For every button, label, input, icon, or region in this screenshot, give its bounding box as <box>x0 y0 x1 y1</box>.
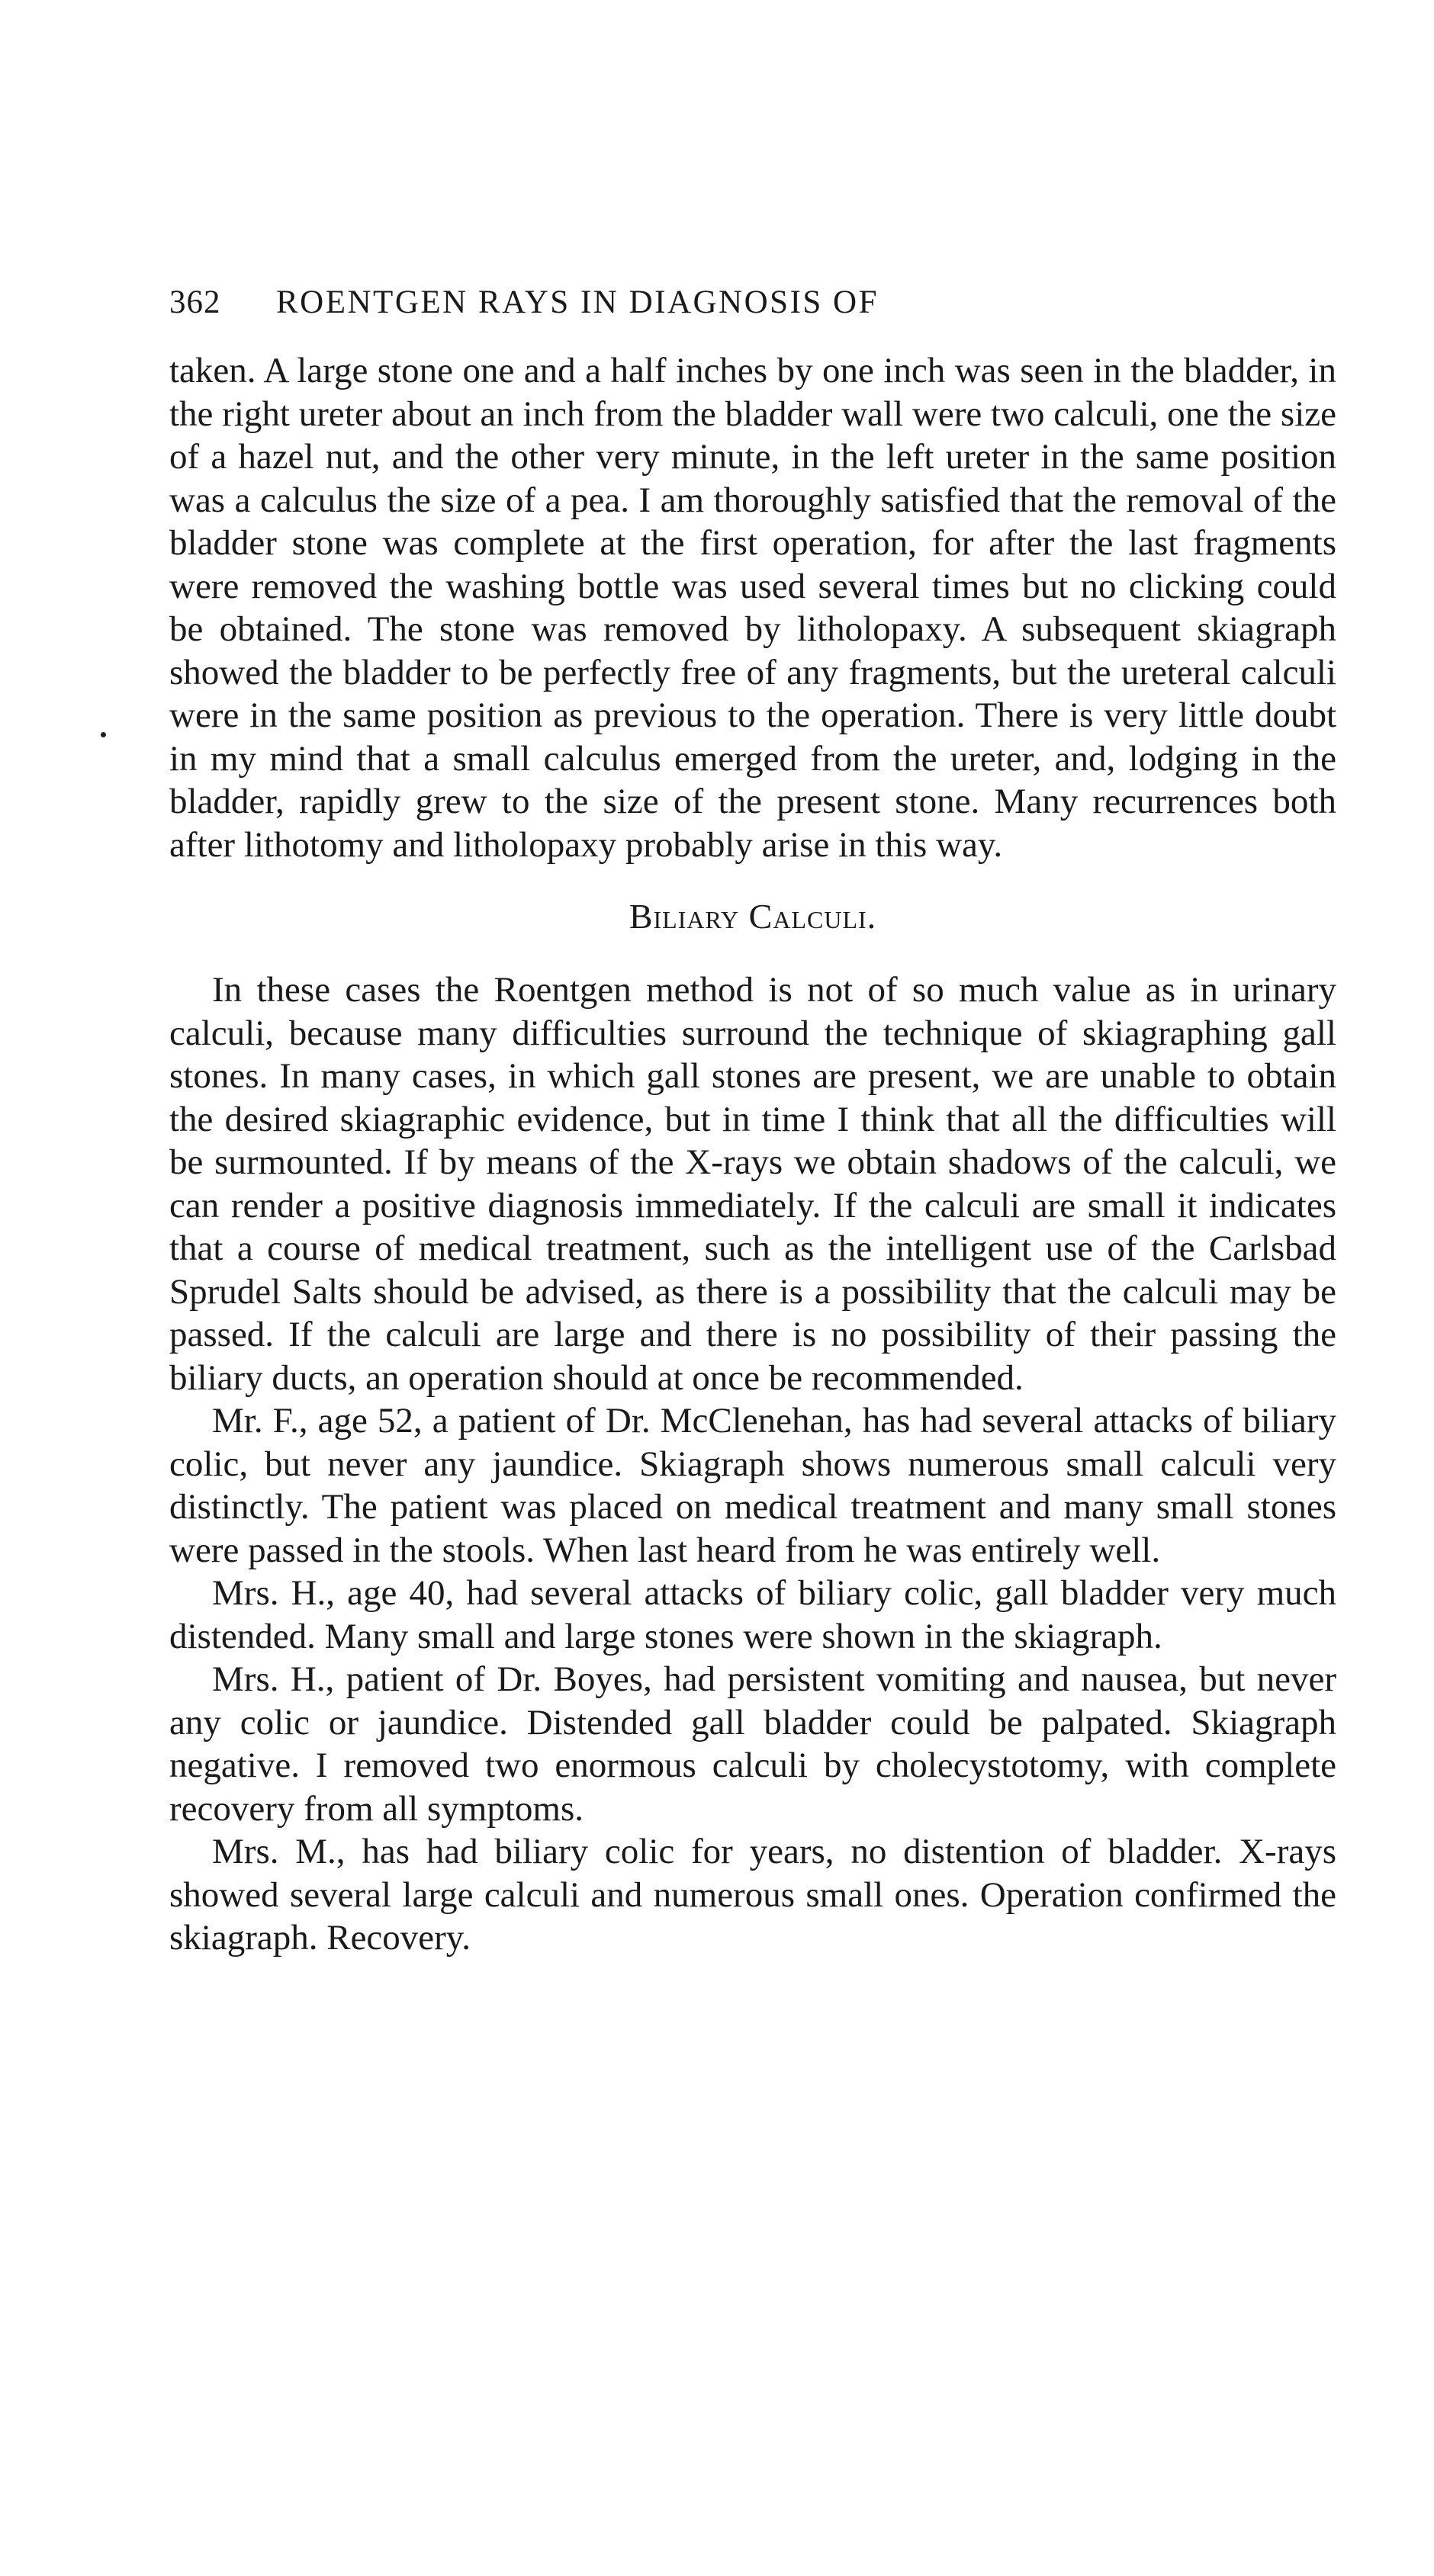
page-number: 362 <box>169 284 221 320</box>
paragraph-biliary-intro: In these cases the Roentgen method is not of so much value as in urinary calculi, because many difficulties surround the technique of skiagraphing gall stones. In many cases, in which gall stones are present, we are unable to obtain the desired skiagraphic evidence, but in time I think that all the difficulties will be surmounted. If by means of the X-rays we obtain shadows of the calculi, we can render a positive diagnosis immediately. If the calculi are small it indicates that a course of medical treatment, such as the intelligent use of the Carlsbad Sprudel Salts should be advised, as there is a possibility that the calculi may be passed. If the calculi are large and there is no possibility of their passing the biliary ducts, an operation should at once be recommended. <box>169 970 1336 1398</box>
paragraph-case-mrs-h-2: Mrs. H., patient of Dr. Boyes, had persistent vomiting and nausea, but never any colic or jaundice. Distended gall bladder could be palpated. Skiagraph negative. I removed two enormous calculi by cholecystotomy, with complete recovery from all symptoms. <box>169 1659 1336 1829</box>
paragraph-case-mrs-h-1: Mrs. H., age 40, had several attacks of biliary colic, gall bladder very much distended. Many small and large stones were shown in the skiagraph. <box>169 1573 1336 1656</box>
running-head <box>169 284 1336 329</box>
paragraph-stone-removal: taken. A large stone one and a half inches by one inch was seen in the bladder, in the right ureter about an inch from the bladder wall were two calculi, one the size of a hazel nut, and the other very minute, in the left ureter in the same position was a calculus the size of a pea. I am thoroughly satisfied that the removal of the bladder stone was complete at the first operation, for after the last fragments were removed the washing bottle was used several times but no clicking could be obtained. The stone was removed by litholopaxy. A subsequent skiagraph showed the bladder to be perfectly free of any fragments, but the ureteral calculi were in the same position as previous to the operation. There is very little doubt in my mind that a small calculus emerged from the ureter, and, lodging in the bladder, rapidly grew to the size of the present stone. Many recurrences both after lithotomy and litholopaxy probably arise in this way. <box>169 351 1336 865</box>
paragraph-case-mr-f: Mr. F., age 52, a patient of Dr. McClenehan, has had several attacks of biliary colic, but never any jaundice. Skiagraph shows numerous small calculi very distinctly. The patient was placed on medical treatment and many small stones were passed in the stools. When last heard from he was entirely well. <box>169 1401 1336 1570</box>
margin-dot-mark <box>101 732 106 737</box>
running-title: ROENTGEN RAYS IN DIAGNOSIS OF <box>276 284 879 320</box>
paragraph-case-mrs-m: Mrs. M., has had biliary colic for years, no distention of bladder. X-rays showed several large calculi and numerous small ones. Operation confirmed the skiagraph. Recovery. <box>169 1832 1336 1958</box>
book-page <box>169 284 1336 1960</box>
section-heading-biliary-calculi: Biliary Calculi. <box>629 897 877 936</box>
